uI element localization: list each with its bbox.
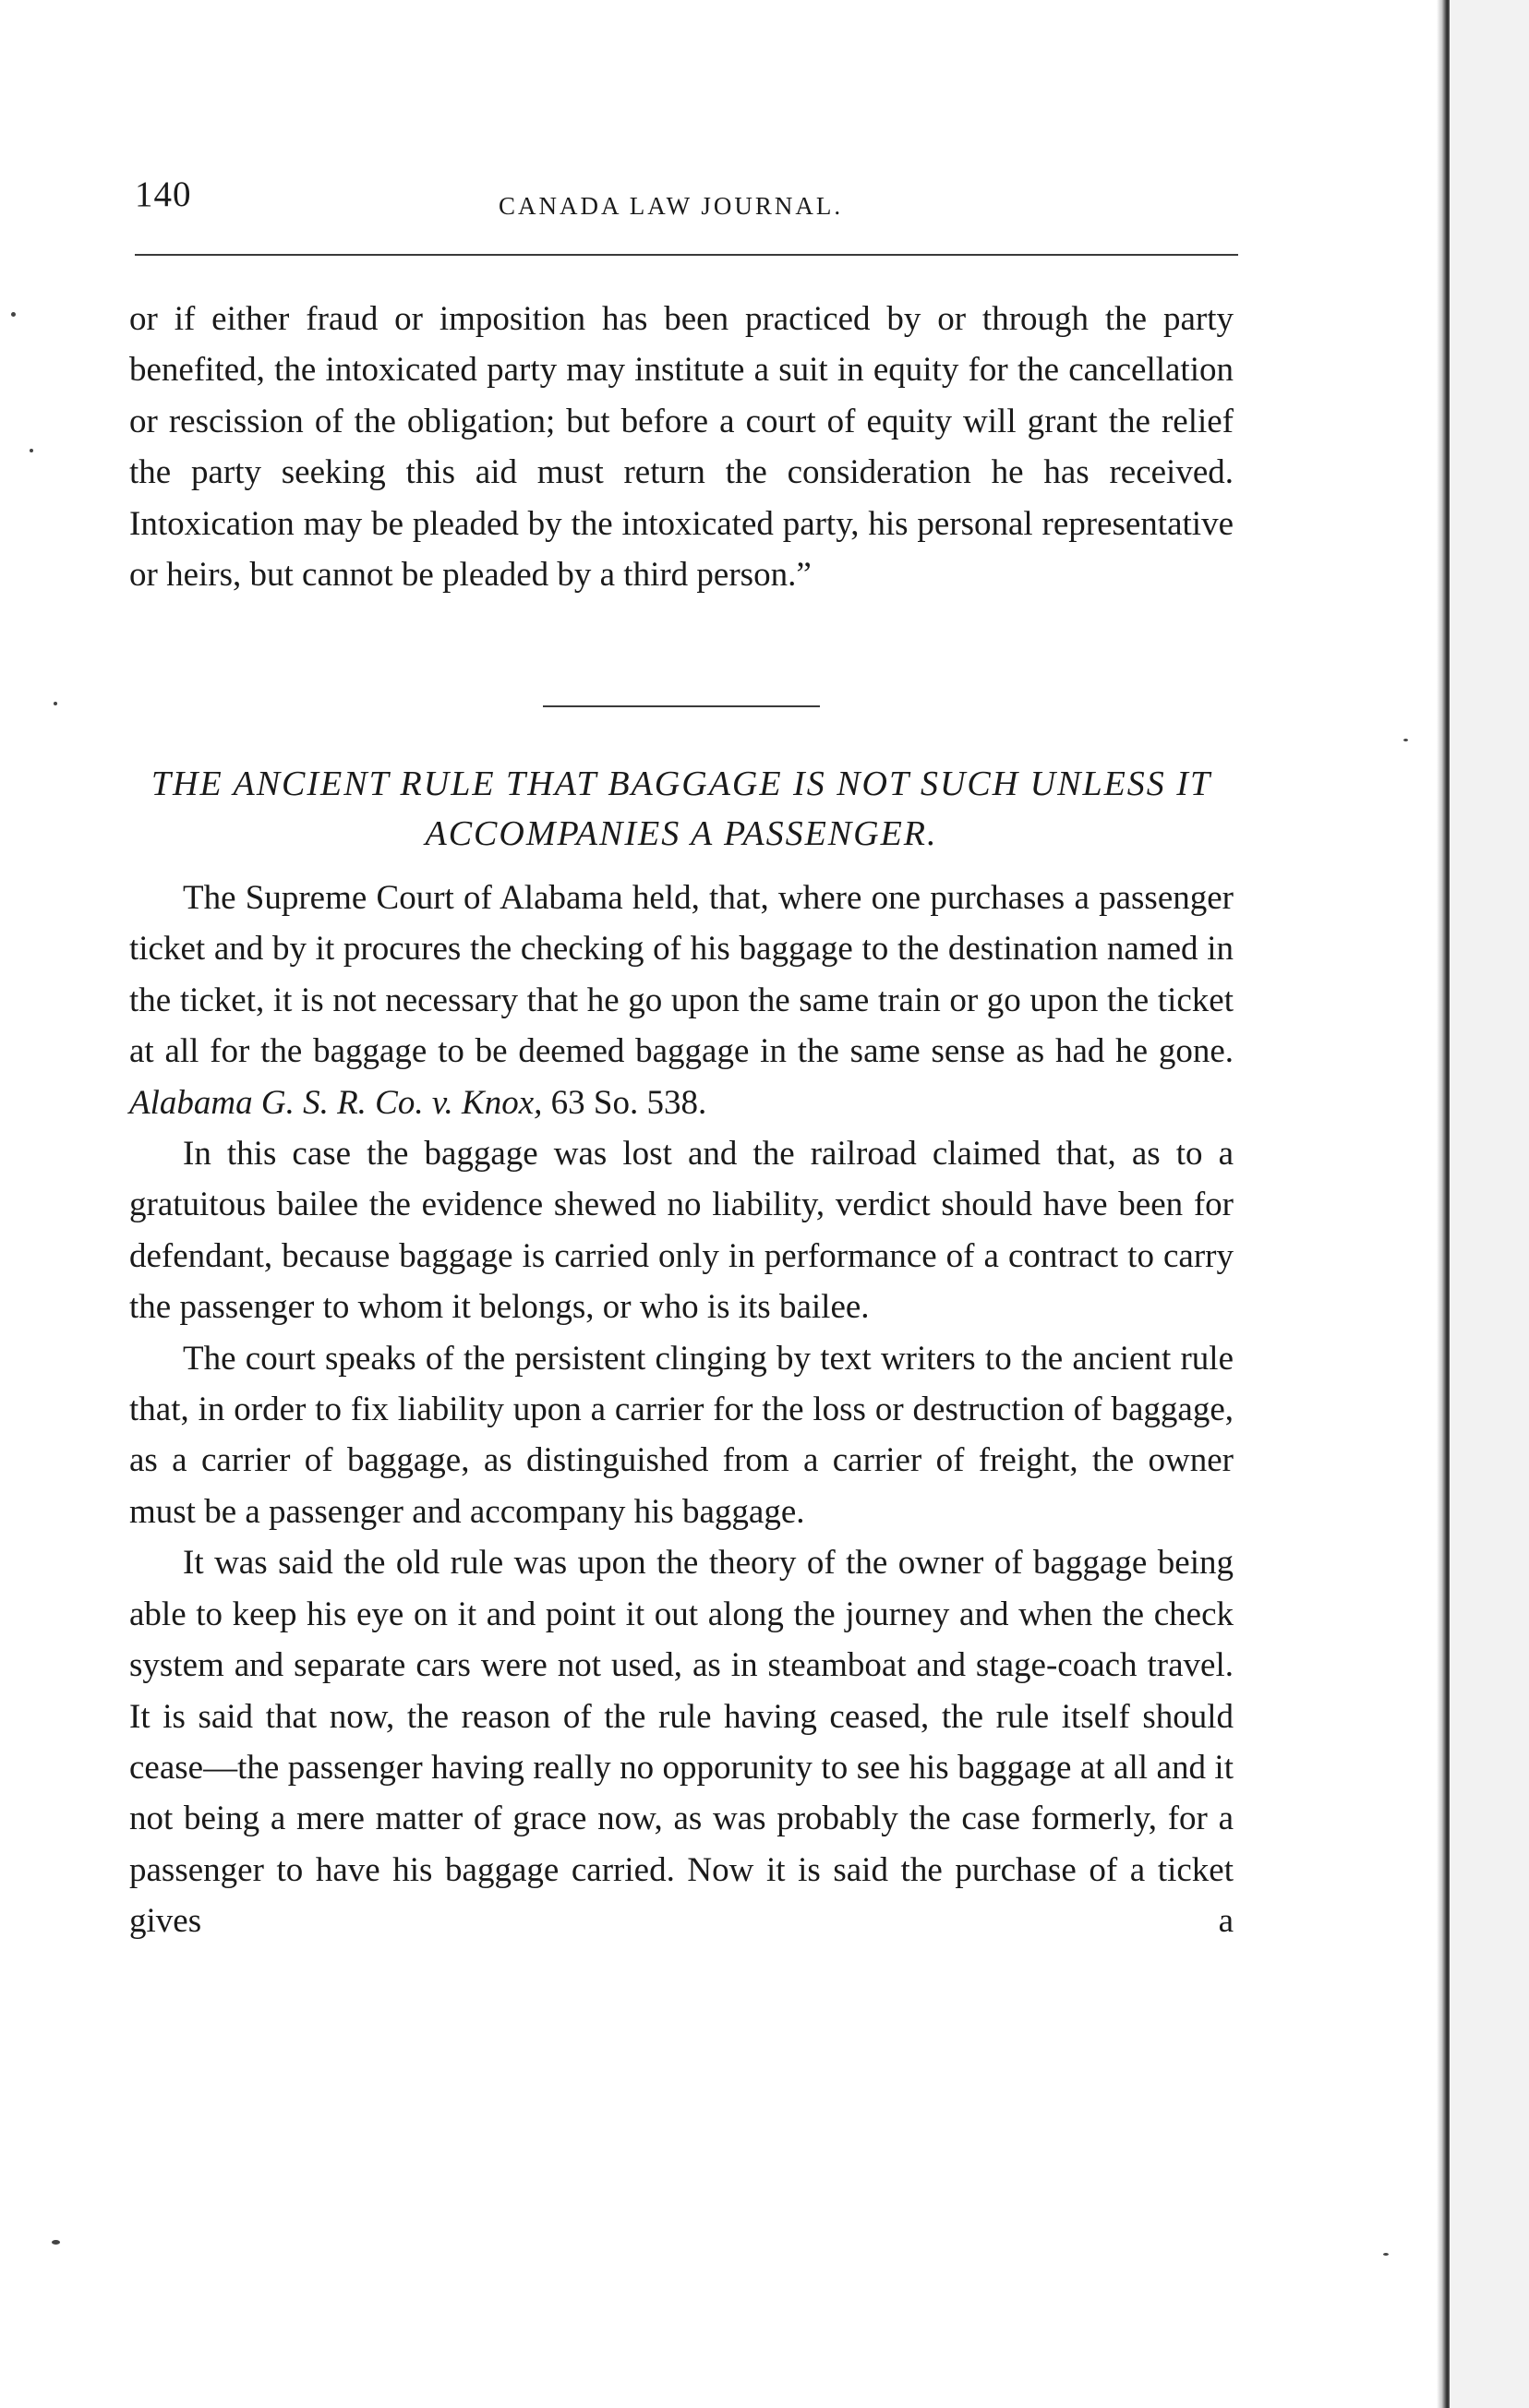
binding-margin [1450, 0, 1529, 2408]
scan-speck [11, 312, 16, 317]
running-title: CANADA LAW JOURNAL. [499, 192, 844, 220]
scan-speck [1383, 2253, 1389, 2256]
article-paragraph-2: In this case the baggage was lost and the railroad claimed that, as to a gratuitous bailee the evidence shewed no liability, verdict should have been for defendant, because baggage is carried only in performance of a contract to carry the passenger to whom it belongs, or who is its bailee. [129, 1135, 1234, 1327]
paragraph-1-text: The Supreme Court of Alabama held, that, where one purchases a passenger ticket and by it procures the checking of his baggage to the destination named in the ticket, it is not necessary that he go upon the same train or go upon the ticket at all for the baggage to be deemed baggage in the same sense as had he gone. [129, 879, 1234, 1071]
continuation-paragraph [129, 294, 1234, 600]
scan-speck [30, 449, 33, 452]
scan-speck [54, 702, 57, 705]
article-paragraph-1 [129, 873, 1234, 1128]
article-title: THE ANCIENT RULE THAT BAGGAGE IS NOT SUCH UNLESS IT ACCOMPANIES A PASSENGER. [150, 765, 1212, 853]
binding-edge [1437, 0, 1450, 2408]
section-divider [543, 705, 820, 707]
article-body [129, 873, 1234, 1947]
page-number: 140 [135, 175, 192, 214]
scan-speck [1403, 739, 1408, 741]
article-paragraph-4: It was said the old rule was upon the theory of the owner of baggage being able to keep his eye on it and point it out along the journey and when the check system and separate cars were not used, as in steamboat and stage-coach travel. It is said that now, the reason of the rule having ceased, the rule itself should cease—the passenger having really no opporunity to see his baggage at all and it not being a mere matter of grace now, as was probably the case formerly, for a passenger to have his baggage carried. Now it is said the purchase of a ticket gives a [129, 1544, 1234, 1941]
case-citation: Alabama G. S. R. Co. v. Knox, [129, 1083, 543, 1122]
reporter-citation: 63 So. 538. [550, 1083, 707, 1122]
header-rule [135, 254, 1238, 256]
continuation-text: or if either fraud or imposition has been practiced by or through the party benefited, the intoxicated party may institute a suit in equity for the cancellation or rescission of the obligation; but before a court of equity will grant the relief the party seeking this aid must return the consideration he has received. Intoxication may be pleaded by the intoxicated party, his personal representative or heirs, but cannot be pleaded by a third person.” [129, 300, 1234, 595]
article-paragraph-3: The court speaks of the persistent clinging by text writers to the ancient rule that, in order to fix liability upon a carrier for the loss or destruction of baggage, as a carrier of baggage, as distinguished from a carrier of freight, the owner must be a passenger and accompany his baggage. [129, 1339, 1234, 1531]
scan-speck [52, 2240, 60, 2245]
